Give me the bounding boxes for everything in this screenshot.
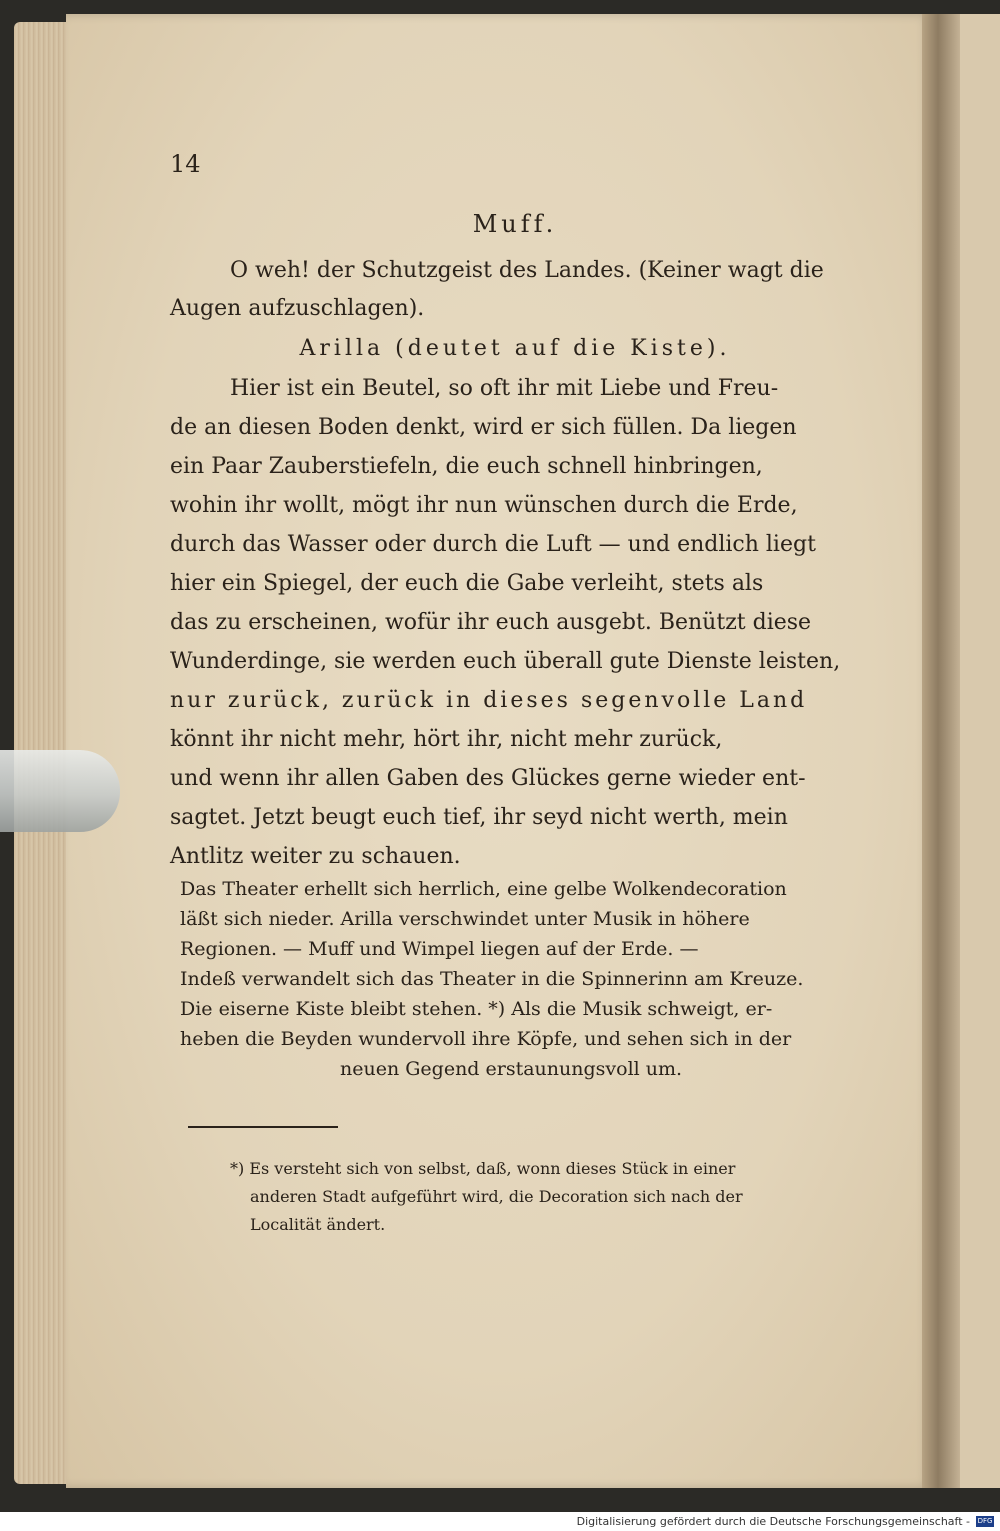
text-line: O weh! der Schutzgeist des Landes. (Keiner wagt die (230, 258, 824, 283)
text-line: ein Paar Zauberstiefeln, die euch schnell hinbringen, (170, 454, 763, 479)
page-clip (0, 750, 120, 832)
stage-direction-line: läßt sich nieder. Arilla verschwindet unter Musik in höhere (180, 908, 750, 930)
text-line: Augen aufzuschlagen). (170, 296, 425, 321)
text-line: hier ein Spiegel, der euch die Gabe verleiht, stets als (170, 571, 764, 596)
book-gutter (922, 14, 962, 1488)
text-line: Wunderdinge, sie werden euch überall gute Dienste leisten, (170, 649, 841, 674)
footnote-rule (188, 1126, 338, 1128)
stage-direction-line: Regionen. — Muff und Wimpel liegen auf der Erde. — (180, 938, 699, 960)
funding-text: Digitalisierung gefördert durch die Deutsche Forschungsgemeinschaft - (576, 1515, 970, 1528)
funding-banner (0, 1512, 1000, 1531)
footnote-line: anderen Stadt aufgeführt wird, die Decoration sich nach der (250, 1187, 743, 1206)
text-line: de an diesen Boden denkt, wird er sich füllen. Da liegen (170, 415, 797, 440)
stage-direction-line: Indeß verwandelt sich das Theater in die Spinnerinn am Kreuze. (180, 968, 804, 990)
text-line: das zu erscheinen, wofür ihr euch ausgebt. Benützt diese (170, 610, 812, 635)
speaker-arilla: Arilla (deutet auf die Kiste). (299, 336, 731, 361)
text-line: Antlitz weiter zu schauen. (170, 844, 461, 869)
text-line: durch das Wasser oder durch die Luft — und endlich liegt (170, 532, 816, 557)
stage-direction-line: heben die Beyden wundervoll ihre Köpfe, und sehen sich in der (180, 1028, 792, 1050)
text-line: nur zurück, zurück in dieses segenvolle Land (170, 688, 808, 713)
page-number: 14 (170, 150, 201, 178)
stage-direction-line: Die eiserne Kiste bleibt stehen. *) Als die Musik schweigt, er- (180, 998, 773, 1020)
stage-direction-line: neuen Gegend erstaunungsvoll um. (340, 1058, 683, 1080)
text-line: wohin ihr wollt, mögt ihr nun wünschen durch die Erde, (170, 493, 798, 518)
text-line: könnt ihr nicht mehr, hört ihr, nicht mehr zurück, (170, 727, 723, 752)
text-line: sagtet. Jetzt beugt euch tief, ihr seyd nicht werth, mein (170, 805, 788, 830)
footnote-line: *) Es versteht sich von selbst, daß, wonn dieses Stück in einer (230, 1159, 736, 1178)
dfg-logo-icon: DFG (977, 1517, 993, 1525)
footnote-line: Localität ändert. (250, 1215, 386, 1234)
facing-page-edge (960, 14, 1000, 1488)
text-line: Hier ist ein Beutel, so oft ihr mit Liebe und Freu- (230, 376, 779, 401)
speaker-muff: Muff. (472, 210, 558, 238)
text-line: und wenn ihr allen Gaben des Glückes gerne wieder ent- (170, 766, 806, 791)
stage-direction-line: Das Theater erhellt sich herrlich, eine gelbe Wolkendecoration (180, 878, 787, 900)
